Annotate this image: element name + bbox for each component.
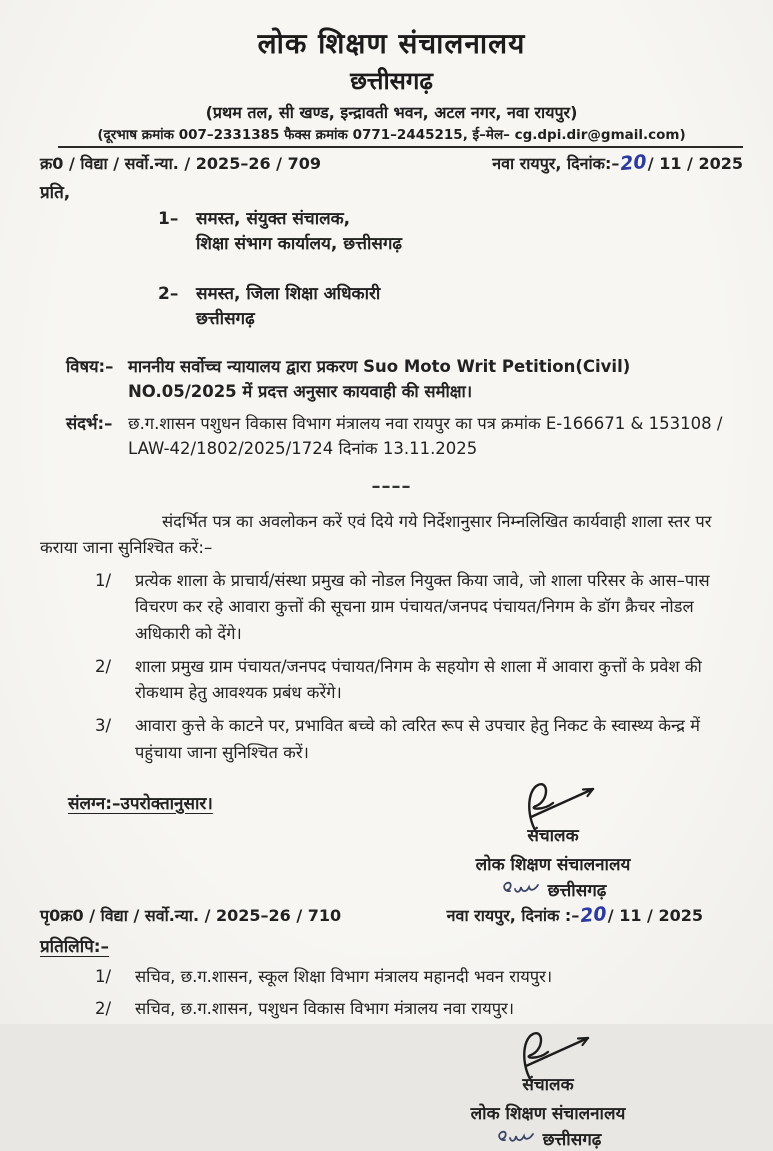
signatory-org: लोक शिक्षण संचालनालय — [470, 1103, 626, 1124]
letterhead-divider — [58, 146, 743, 148]
date-prefix: नवा रायपुर, दिनांक:– — [492, 154, 620, 173]
signature-block-top — [418, 777, 688, 902]
reference-block — [40, 411, 743, 462]
directive-3 — [40, 713, 743, 766]
directive-number: 1/ — [95, 570, 112, 590]
recipient-number: 2– — [158, 284, 179, 305]
letter-number: क्र0 / विद्या / सर्वो.न्या. / 2025–26 / 709 — [40, 154, 321, 173]
body-intro: संदर्भित पत्र का अवलोकन करें एवं दिये गये निर्देशानुसार निम्नलिखित कार्यवाही शाला स्तर पर कराया जाना सुनिश्चित करें:– — [40, 511, 712, 558]
signature-bottom-wrap — [40, 1026, 743, 1151]
date-suffix: / 11 / 2025 — [647, 154, 743, 173]
reference-text: छ.ग.शासन पशुधन विकास विभाग मंत्रालय नवा रायपुर का पत्र क्रमांक E-166671 & 153108 / LAW-42/1802/2025/1724 दिनांक 13.11.2025 — [128, 413, 723, 459]
recipient-1 — [158, 207, 743, 256]
handwritten-date: 20 — [619, 150, 648, 176]
office-address: (प्रथम तल, सी खण्ड, इन्द्रावती भवन, अटल नगर, नवा रायपुर) — [205, 103, 578, 122]
copy-item-1 — [40, 964, 743, 990]
signatory-state — [413, 1126, 683, 1151]
reference-row — [40, 152, 743, 174]
directive-text: आवारा कुत्ते के काटने पर, प्रभावित बच्चे को त्वरित रूप से उपचार हेतु निकट के स्वास्थ्य केन्द्र में पहुंचाया जाना सुनिश्चित करें। — [135, 716, 700, 762]
recipient-text — [196, 282, 380, 331]
subject-block — [40, 354, 743, 405]
salutation: प्रति, — [40, 183, 71, 203]
recipient-text — [196, 207, 402, 256]
place-date — [492, 152, 743, 174]
recipient-line2: छत्तीसगढ़ — [196, 308, 255, 329]
org-name: लोक शिक्षण संचालनालय — [257, 27, 526, 60]
copy-text: सचिव, छ.ग.शासन, स्कूल शिक्षा विभाग मंत्रालय महानदी भवन रायपुर। — [135, 966, 553, 986]
recipient-2 — [158, 282, 743, 331]
signature-scribble-icon — [495, 1126, 539, 1151]
recipient-line1: समस्त, संयुक्त संचालक, — [196, 209, 351, 229]
state-name: छत्तीसगढ़ — [350, 67, 433, 95]
copy-text: सचिव, छ.ग.शासन, पशुधन विकास विभाग मंत्रालय नवा रायपुर। — [135, 999, 515, 1019]
directive-2 — [40, 654, 743, 707]
subject-text: माननीय सर्वोच्च न्यायालय द्वारा प्रकरण Suo Moto Writ Petition(Civil) NO.05/2025 में प्रदत्त अनुसार कायवाही की समीक्षा। — [128, 356, 631, 402]
copy-label: प्रतिलिपि:– — [40, 936, 110, 957]
recipient-number: 1– — [158, 209, 179, 229]
signatory-state-text: छत्तीसगढ़ — [542, 1129, 602, 1150]
section-separator: –––– — [371, 475, 412, 497]
enclosure-signature-row — [40, 777, 743, 902]
signatory-state-text: छत्तीसगढ़ — [547, 880, 607, 901]
directive-1 — [40, 568, 743, 648]
directive-text: प्रत्येक शाला के प्राचार्य/संस्था प्रमुख को नोडल नियुक्त किया जावे, जो शाला परिसर के आस–पास विचरण कर रहे आवारा कुत्तों की सूचना ग्राम पंचायत/जनपद पंचायत/निगम के डॉग क्रैचर नोडल अधिकारी को देंगे। — [135, 570, 710, 644]
recipient-line1: समस्त, जिला शिक्षा अधिकारी — [196, 284, 381, 305]
copy-item-2 — [40, 996, 743, 1022]
signature-scribble-icon — [500, 877, 544, 902]
handwritten-date: 20 — [579, 902, 608, 927]
reference-label: संदर्भ:– — [66, 413, 113, 433]
signature-block-bottom — [413, 1026, 683, 1151]
directive-number: 3/ — [95, 716, 112, 736]
office-contact: (दूरभाष क्रमांक 007–2331385 फैक्स क्रमांक 0771–2445215, ई–मेल– cg.dpi.dir@gmail.com) — [97, 127, 686, 143]
copy-number: 1/ — [95, 966, 112, 986]
date-suffix: / 11 / 2025 — [607, 905, 703, 925]
copy-number: 2/ — [95, 999, 112, 1019]
recipient-line2: शिक्षा संभाग कार्यालय, छत्तीसगढ़ — [196, 233, 402, 254]
letterhead — [40, 24, 743, 143]
endorsement-row — [40, 904, 743, 926]
signatory-state — [418, 877, 688, 902]
endorsement-number: पृ0क्र0 / विद्या / सर्वो.न्या. / 2025–26 / 710 — [40, 905, 342, 925]
directive-text: शाला प्रमुख ग्राम पंचायत/जनपद पंचायत/निगम के सहयोग से शाला में आवारा कुत्तों के प्रवेश की रोकथाम हेतु आवश्यक प्रबंध करेंगे। — [135, 656, 702, 703]
enclosure-note: संलग्न:–उपरोक्तानुसार। — [68, 793, 213, 814]
signatory-title: संचालक — [522, 1074, 574, 1095]
directive-number: 2/ — [95, 656, 112, 676]
subject-label: विषय:– — [66, 356, 114, 376]
signatory-title: संचालक — [527, 825, 579, 846]
date-prefix: नवा रायपुर, दिनांक :– — [446, 905, 580, 925]
endorsement-place-date — [447, 904, 703, 926]
signatory-org: लोक शिक्षण संचालनालय — [475, 854, 631, 875]
